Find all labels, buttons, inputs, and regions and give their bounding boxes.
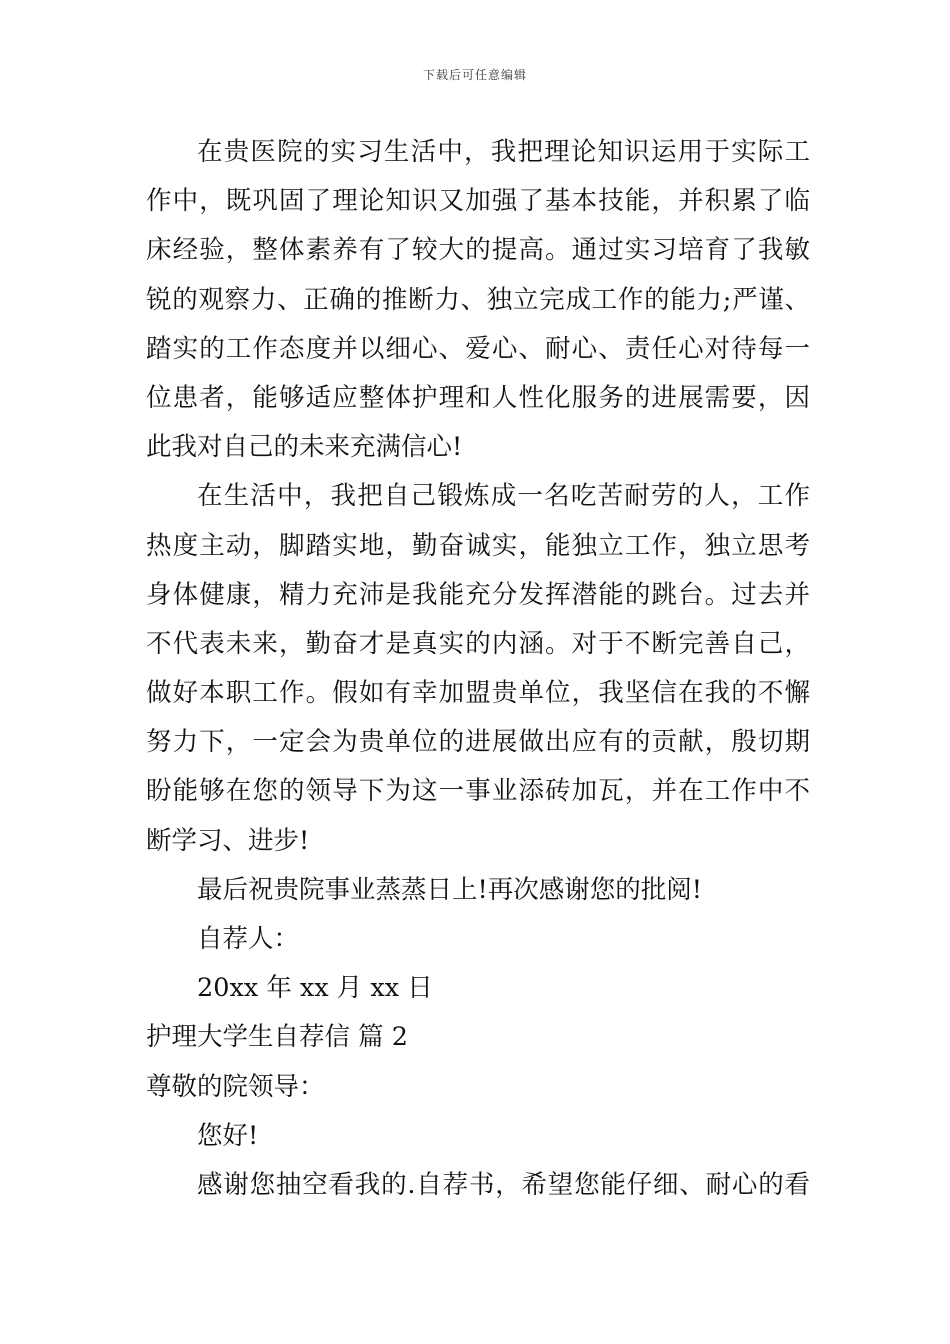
text-line: 20xx 年 xx 月 xx 日 [197, 973, 433, 1004]
text-line: 踏实的工作态度并以细心、爱心、耐心、责任心对待每一 [146, 333, 810, 364]
text-line: 做好本职工作。假如有幸加盟贵单位，我坚信在我的不懈 [146, 678, 810, 709]
text-line: 在生活中，我把自己锻炼成一名吃苦耐劳的人，工作 [197, 481, 810, 512]
text-line: 热度主动，脚踏实地，勤奋诚实，能独立工作，独立思考 [146, 530, 810, 561]
text-line: 身体健康，精力充沛是我能充分发挥潜能的跳台。过去并 [146, 579, 810, 610]
text-line: 盼能够在您的领导下为这一事业添砖加瓦，并在工作中不 [146, 776, 810, 807]
text-line: 断学习、进步! [146, 825, 310, 856]
text-line: 锐的观察力、正确的推断力、独立完成工作的能力;严谨、 [146, 284, 810, 315]
text-line: 此我对自己的未来充满信心! [146, 432, 463, 463]
page-header: 下载后可任意编辑 [422, 68, 527, 82]
text-line: 床经验，整体素养有了较大的提高。通过实习培育了我敏 [146, 235, 810, 266]
text-line: 感谢您抽空看我的.自荐书，希望您能仔细、耐心的看 [197, 1169, 810, 1200]
text-line: 在贵医院的实习生活中，我把理论知识运用于实际工 [197, 137, 810, 167]
text-line: 位患者，能够适应整体护理和人性化服务的进展需要，因 [146, 382, 810, 413]
text-line: 努力下，一定会为贵单位的进展做出应有的贡献，殷切期 [146, 727, 810, 758]
text-line: 最后祝贵院事业蒸蒸日上!再次感谢您的批阅! [197, 874, 702, 905]
text-line: 您好! [197, 1120, 259, 1151]
text-line: 不代表未来，勤奋才是真实的内涵。对于不断完善自己， [146, 628, 810, 659]
document-body [146, 128, 810, 1210]
text-line: 作中，既巩固了理论知识又加强了基本技能，并积累了临 [146, 186, 810, 217]
text-line: 护理大学生自荐信 篇 2 [146, 1022, 408, 1053]
text-line: 尊敬的院领导： [146, 1071, 325, 1102]
text-line: 自荐人： [197, 924, 300, 954]
